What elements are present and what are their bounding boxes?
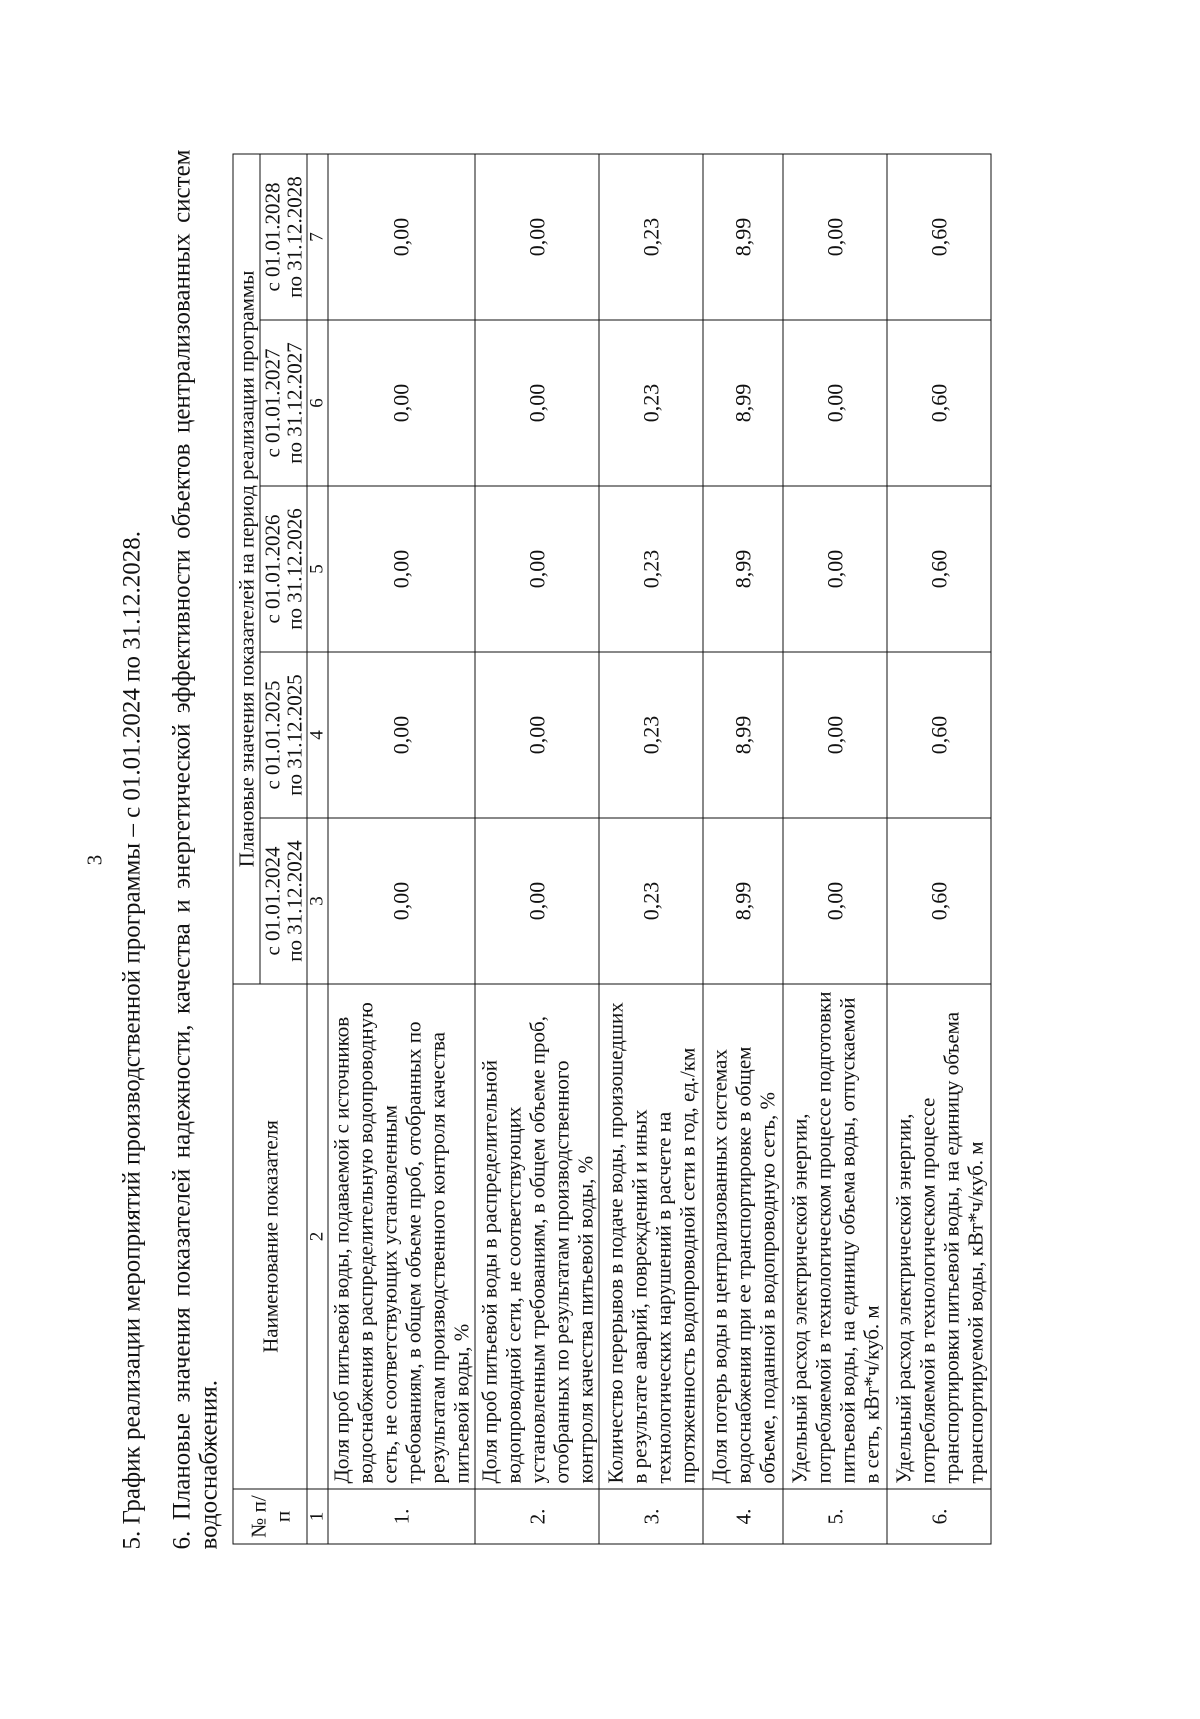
header-plan-group: Плановые значения показателей на период реализации программы — [233, 153, 260, 983]
table-row — [328, 153, 475, 1543]
indicator-value: 8,99 — [703, 652, 783, 818]
period-from: с 01.01.2028 — [260, 181, 284, 292]
indicator-value: 0,23 — [599, 320, 703, 486]
header-period — [260, 652, 307, 818]
period-to: по 31.12.2027 — [282, 341, 306, 464]
column-index: 6 — [307, 320, 328, 486]
row-number: 3. — [599, 1489, 703, 1544]
indicator-value: 0,23 — [599, 153, 703, 319]
header-period — [260, 153, 307, 319]
indicator-value: 0,23 — [599, 486, 703, 652]
column-index: 1 — [307, 1489, 328, 1544]
row-number: 2. — [475, 1489, 599, 1544]
header-num: № п/п — [233, 1489, 307, 1544]
indicator-value: 0,60 — [887, 818, 991, 984]
row-number: 4. — [703, 1489, 783, 1544]
period-to: по 31.12.2024 — [282, 839, 306, 962]
indicator-value: 0,00 — [783, 652, 887, 818]
row-number: 6. — [887, 1489, 991, 1544]
indicator-value: 8,99 — [703, 818, 783, 984]
indicator-value: 0,60 — [887, 652, 991, 818]
column-index: 7 — [307, 153, 328, 319]
indicator-name: Количество перерывов в подаче воды, произошедших в результате аварий, повреждений и иных технологических нарушений в расчете на протяженность водопроводной сети в год, ед./км — [599, 984, 703, 1489]
indicator-value: 0,00 — [328, 320, 475, 486]
period-to: по 31.12.2026 — [282, 507, 306, 630]
indicator-value: 0,00 — [475, 320, 599, 486]
table-row — [703, 153, 783, 1543]
table-row — [475, 153, 599, 1543]
indicator-value: 0,60 — [887, 486, 991, 652]
indicator-value: 8,99 — [703, 153, 783, 319]
indicator-value: 0,00 — [328, 818, 475, 984]
indicator-name: Удельный расход электрической энергии, потребляемой в технологическом процессе транспортировки питьевой воды, на единицу объема транспортируемой воды, кВт*ч/куб. м — [887, 984, 991, 1489]
indicator-name: Доля потерь воды в централизованных системах водоснабжения при ее транспортировке в общем объеме, поданной в водопроводную сеть, % — [703, 984, 783, 1489]
indicator-value: 8,99 — [703, 320, 783, 486]
indicator-value: 0,00 — [783, 153, 887, 319]
column-index: 3 — [307, 818, 328, 984]
column-index: 2 — [307, 984, 328, 1489]
indicator-value: 0,00 — [475, 652, 599, 818]
indicator-value: 0,23 — [599, 818, 703, 984]
table-row — [887, 153, 991, 1543]
row-number: 5. — [783, 1489, 887, 1544]
period-from: с 01.01.2025 — [260, 679, 284, 790]
section-6-heading-line1: 6. Плановые значения показателей надежности, качества и энергетической эффективности объектов централизованных систем — [168, 149, 195, 1549]
table-row — [599, 153, 703, 1543]
header-period — [260, 486, 307, 652]
indicator-value: 0,60 — [887, 320, 991, 486]
indicator-value: 0,00 — [475, 486, 599, 652]
indicator-name: Доля проб питьевой воды в распределительной водопроводной сети, не соответствующих установленным требованиям, в общем объеме проб, отобранных по результатам производственного контроля качества питьевой воды, % — [475, 984, 599, 1489]
column-index: 5 — [307, 486, 328, 652]
period-from: с 01.01.2027 — [260, 347, 284, 458]
row-number: 1. — [328, 1489, 475, 1544]
indicator-value: 0,60 — [887, 153, 991, 319]
column-index: 4 — [307, 652, 328, 818]
indicator-value: 0,00 — [783, 486, 887, 652]
indicator-value: 8,99 — [703, 486, 783, 652]
header-period — [260, 818, 307, 984]
indicator-value: 0,00 — [475, 818, 599, 984]
indicator-name: Доля проб питьевой воды, подаваемой с источников водоснабжения в распределительную водопроводную сеть, не соответствующих установленным требованиям, в общем объеме проб, отобранных по результатам производственного контроля качества питьевой воды, % — [328, 984, 475, 1489]
table-row — [783, 153, 887, 1543]
period-to: по 31.12.2025 — [282, 673, 306, 796]
period-to: по 31.12.2028 — [282, 175, 306, 298]
page-number: 3 — [82, 854, 106, 865]
indicator-value: 0,00 — [328, 486, 475, 652]
header-name: Наименование показателя — [233, 984, 307, 1489]
indicator-value: 0,00 — [783, 818, 887, 984]
section-5-heading: 5. График реализации мероприятий производственной программы – с 01.01.2024 по 31.12.2028. — [118, 530, 145, 1549]
period-from: с 01.01.2024 — [260, 845, 284, 956]
indicator-name: Удельный расход электрической энергии, потребляемой в технологическом процессе подготовки питьевой воды, на единицу объема воды, отпускаемой в сеть, кВт*ч/куб. м — [783, 984, 887, 1489]
indicator-value: 0,23 — [599, 652, 703, 818]
indicators-table — [232, 153, 991, 1544]
indicator-value: 0,00 — [475, 153, 599, 319]
section-6-heading-line2: водоснабжения. — [195, 1379, 222, 1549]
header-period — [260, 320, 307, 486]
indicator-value: 0,00 — [783, 320, 887, 486]
section-6-heading — [168, 149, 222, 1549]
indicator-value: 0,00 — [328, 652, 475, 818]
indicator-value: 0,00 — [328, 153, 475, 319]
period-from: с 01.01.2026 — [260, 513, 284, 624]
